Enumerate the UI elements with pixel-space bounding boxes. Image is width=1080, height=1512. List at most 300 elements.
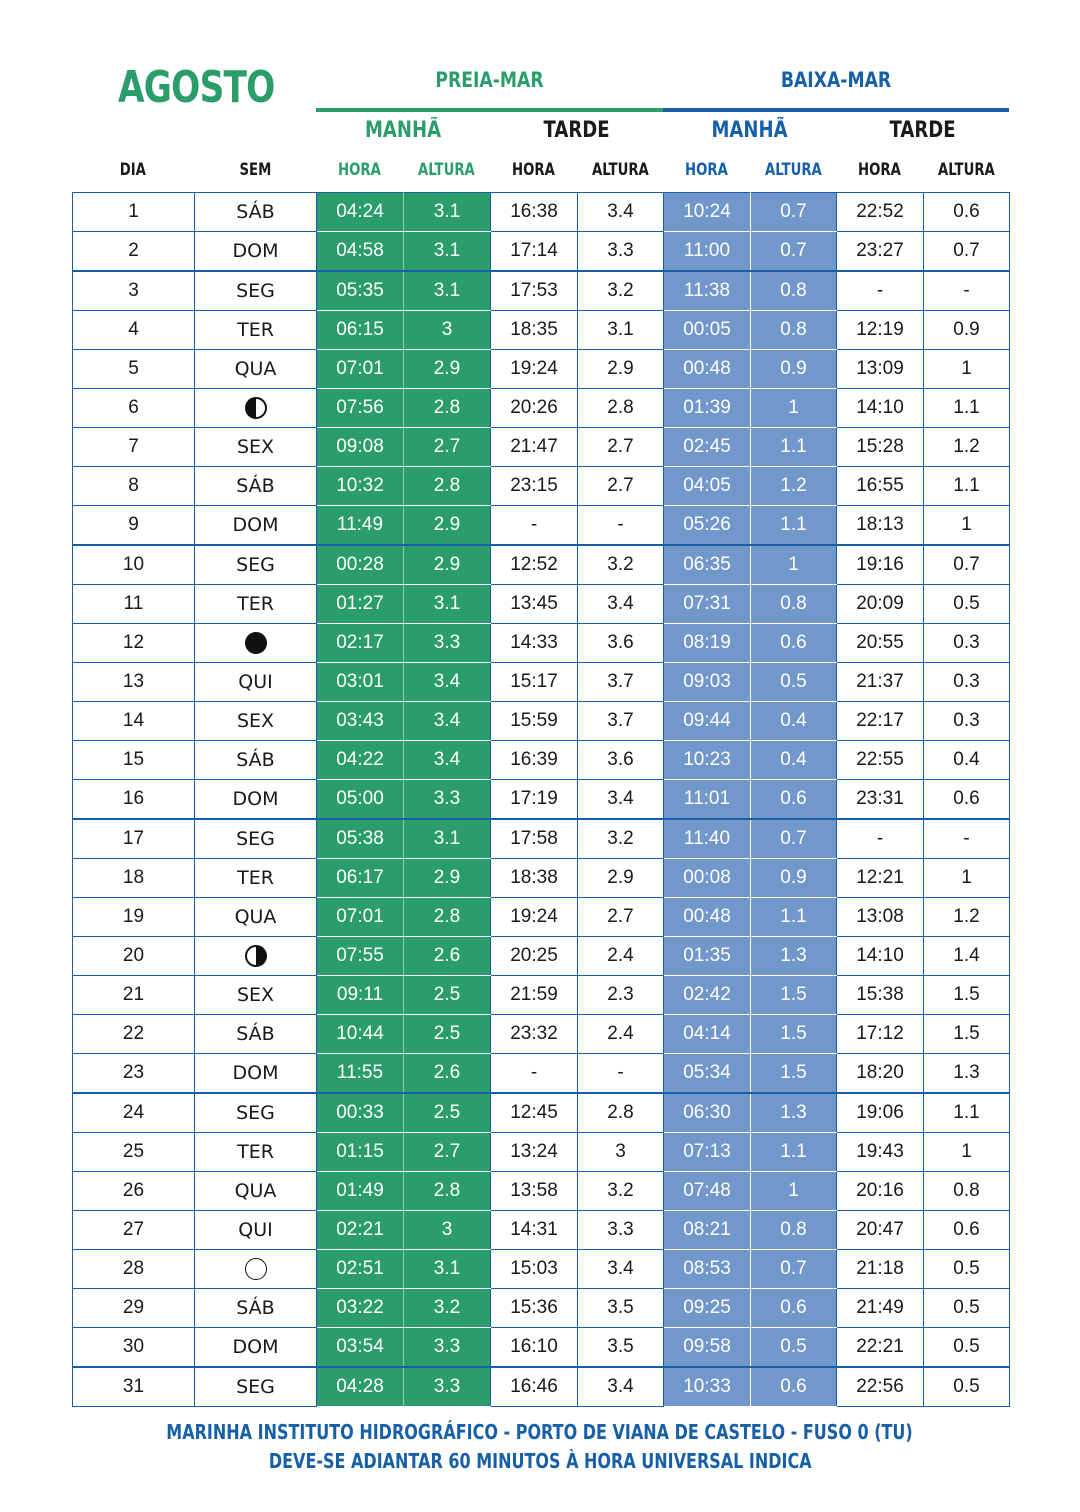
baixa-mar-label: BAIXA-MAR [780, 68, 892, 92]
col-bm-altura: ALTURA [764, 160, 822, 180]
preia-tarde-hora: 15:59 [491, 702, 578, 741]
day-cell: 5 [73, 350, 195, 389]
baixa-manha-altura: 1.1 [751, 428, 837, 467]
baixa-manha-hora: 02:45 [664, 428, 751, 467]
preia-manha-altura: 3 [404, 311, 491, 350]
preia-manha-altura: 2.9 [404, 859, 491, 898]
weekday-cell: SÁB [195, 193, 317, 232]
baixa-manha-hora: 09:03 [664, 663, 751, 702]
baixa-tarde-hora: 18:20 [837, 1054, 924, 1094]
baixa-tarde-hora: 15:38 [837, 976, 924, 1015]
preia-tarde-hora: 15:03 [491, 1250, 578, 1289]
preia-tarde-altura: 3.4 [578, 780, 664, 820]
preia-manha-altura: 2.8 [404, 1172, 491, 1211]
baixa-tarde-altura: 1 [924, 859, 1010, 898]
day-cell: 19 [73, 898, 195, 937]
preia-tarde-hora: 16:39 [491, 741, 578, 780]
table-row [73, 271, 1010, 311]
preia-tarde-altura: 3.5 [578, 1328, 664, 1368]
preia-tarde-altura: 3.5 [578, 1289, 664, 1328]
day-cell: 2 [73, 232, 195, 272]
baixa-tarde-altura: 1.4 [924, 937, 1010, 976]
baixa-manha-altura: 0.8 [751, 1211, 837, 1250]
baixa-manha-altura: 0.7 [751, 819, 837, 859]
preia-tarde-altura: 3.3 [578, 1211, 664, 1250]
preia-manha-altura: 2.9 [404, 506, 491, 546]
baixa-tarde-hora: 19:06 [837, 1093, 924, 1133]
table-row [73, 859, 1010, 898]
preia-tarde-altura: 2.8 [578, 389, 664, 428]
preia-manha-altura: 3.2 [404, 1289, 491, 1328]
baixa-tarde-altura: 0.6 [924, 1211, 1010, 1250]
preia-tarde-altura: 2.3 [578, 976, 664, 1015]
baixa-tarde-altura: 1.2 [924, 898, 1010, 937]
table-row [73, 898, 1010, 937]
baixa-manha-altura: 0.8 [751, 311, 837, 350]
baixa-tarde-altura: 0.5 [924, 1289, 1010, 1328]
baixa-manha-hora: 04:14 [664, 1015, 751, 1054]
day-cell: 15 [73, 741, 195, 780]
weekday-cell: SEG [195, 1367, 317, 1407]
tide-table [72, 192, 1010, 1407]
table-row [73, 585, 1010, 624]
baixa-manha-hora: 11:01 [664, 780, 751, 820]
table-row [73, 976, 1010, 1015]
baixa-manha-header: MANHÃ [711, 118, 788, 143]
preia-tarde-altura: 2.4 [578, 1015, 664, 1054]
day-cell: 30 [73, 1328, 195, 1368]
baixa-manha-hora: 08:53 [664, 1250, 751, 1289]
baixa-tarde-hora: 23:27 [837, 232, 924, 272]
preia-manha-hora: 02:51 [317, 1250, 404, 1289]
baixa-manha-hora: 05:34 [664, 1054, 751, 1094]
baixa-manha-hora: 01:35 [664, 937, 751, 976]
baixa-manha-hora: 00:48 [664, 898, 751, 937]
preia-tarde-hora: 15:17 [491, 663, 578, 702]
baixa-tarde-hora: 22:55 [837, 741, 924, 780]
preia-manha-hora: 09:08 [317, 428, 404, 467]
baixa-manha-hora: 00:48 [664, 350, 751, 389]
weekday-cell [195, 937, 317, 976]
table-row [73, 780, 1010, 820]
preia-manha-altura: 2.9 [404, 545, 491, 585]
baixa-manha-altura: 1.2 [751, 467, 837, 506]
baixa-tarde-hora: 13:09 [837, 350, 924, 389]
preia-tarde-altura: 3.6 [578, 741, 664, 780]
weekday-cell: SEX [195, 428, 317, 467]
footer-source: MARINHA INSTITUTO HIDROGRÁFICO - PORTO DE VIANA DE CASTELO - FUSO 0 (TU) [166, 1420, 914, 1444]
weekday-cell: SÁB [195, 741, 317, 780]
preia-manha-altura: 3.1 [404, 1250, 491, 1289]
baixa-tarde-hora: 23:31 [837, 780, 924, 820]
preia-manha-hora: 04:24 [317, 193, 404, 232]
preia-mar-header [316, 68, 663, 112]
column-headers [72, 160, 1009, 190]
preia-tarde-altura: 3.3 [578, 232, 664, 272]
preia-manha-hora: 01:49 [317, 1172, 404, 1211]
weekday-cell: SEG [195, 545, 317, 585]
baixa-tarde-altura: 0.5 [924, 1250, 1010, 1289]
baixa-manha-altura: 1.5 [751, 976, 837, 1015]
preia-tarde-hora: 15:36 [491, 1289, 578, 1328]
baixa-tarde-hora: 18:13 [837, 506, 924, 546]
day-cell: 27 [73, 1211, 195, 1250]
baixa-tarde-hora: 21:18 [837, 1250, 924, 1289]
table-row [73, 232, 1010, 272]
baixa-tarde-hora: 16:55 [837, 467, 924, 506]
day-cell: 12 [73, 624, 195, 663]
day-cell: 1 [73, 193, 195, 232]
baixa-manha-altura: 0.8 [751, 585, 837, 624]
table-row [73, 741, 1010, 780]
preia-tarde-hora: 16:46 [491, 1367, 578, 1407]
baixa-manha-hora: 07:13 [664, 1133, 751, 1172]
preia-tarde-hora: - [491, 506, 578, 546]
day-cell: 6 [73, 389, 195, 428]
preia-manha-altura: 3 [404, 1211, 491, 1250]
weekday-cell: TER [195, 859, 317, 898]
baixa-manha-hora: 08:19 [664, 624, 751, 663]
preia-manha-hora: 03:01 [317, 663, 404, 702]
preia-manha-hora: 01:27 [317, 585, 404, 624]
table-row [73, 545, 1010, 585]
baixa-manha-hora: 02:42 [664, 976, 751, 1015]
baixa-manha-altura: 1 [751, 389, 837, 428]
weekday-cell: DOM [195, 232, 317, 272]
preia-mar-label: PREIA-MAR [435, 68, 544, 92]
moon-phase-wane-icon [245, 397, 267, 419]
baixa-manha-hora: 06:35 [664, 545, 751, 585]
table-row [73, 1328, 1010, 1368]
baixa-manha-hora: 10:33 [664, 1367, 751, 1407]
preia-tarde-altura: 3.4 [578, 1250, 664, 1289]
baixa-tarde-hora: 12:21 [837, 859, 924, 898]
preia-tarde-hora: 19:24 [491, 350, 578, 389]
preia-tarde-hora: 14:33 [491, 624, 578, 663]
baixa-manha-altura: 1.1 [751, 1133, 837, 1172]
preia-tarde-altura: 2.7 [578, 898, 664, 937]
weekday-cell: SEG [195, 1093, 317, 1133]
baixa-tarde-altura: 1 [924, 1133, 1010, 1172]
table-row [73, 819, 1010, 859]
preia-tarde-hora: 17:53 [491, 271, 578, 311]
baixa-tarde-altura: 0.7 [924, 232, 1010, 272]
baixa-tarde-hora: 14:10 [837, 937, 924, 976]
baixa-mar-header [663, 68, 1009, 112]
preia-tarde-hora: 13:45 [491, 585, 578, 624]
weekday-cell: DOM [195, 1328, 317, 1368]
weekday-cell: DOM [195, 780, 317, 820]
baixa-manha-altura: 0.7 [751, 193, 837, 232]
preia-tarde-hora: 16:10 [491, 1328, 578, 1368]
baixa-tarde-altura: 0.3 [924, 663, 1010, 702]
preia-manha-hora: 05:35 [317, 271, 404, 311]
preia-manha-hora: 07:01 [317, 898, 404, 937]
baixa-manha-altura: 0.6 [751, 780, 837, 820]
preia-tarde-altura: 2.4 [578, 937, 664, 976]
baixa-tarde-hora: 20:09 [837, 585, 924, 624]
day-cell: 28 [73, 1250, 195, 1289]
day-cell: 31 [73, 1367, 195, 1407]
preia-tarde-altura: 3.2 [578, 819, 664, 859]
preia-tarde-altura: 3.1 [578, 311, 664, 350]
baixa-manha-hora: 04:05 [664, 467, 751, 506]
preia-manha-altura: 2.8 [404, 898, 491, 937]
baixa-tarde-altura: 1.5 [924, 976, 1010, 1015]
weekday-cell: TER [195, 585, 317, 624]
preia-manha-hora: 04:58 [317, 232, 404, 272]
baixa-manha-altura: 0.6 [751, 1367, 837, 1407]
day-cell: 23 [73, 1054, 195, 1094]
baixa-tarde-hora: 22:52 [837, 193, 924, 232]
baixa-manha-altura: 0.7 [751, 1250, 837, 1289]
baixa-tarde-altura: 1.1 [924, 389, 1010, 428]
baixa-manha-altura: 0.7 [751, 232, 837, 272]
day-cell: 13 [73, 663, 195, 702]
day-cell: 8 [73, 467, 195, 506]
preia-tarde-header: TARDE [543, 118, 610, 143]
baixa-manha-altura: 0.8 [751, 271, 837, 311]
preia-tarde-hora: 13:58 [491, 1172, 578, 1211]
weekday-cell: QUA [195, 350, 317, 389]
preia-tarde-altura: 3.7 [578, 663, 664, 702]
baixa-tarde-hora: 20:47 [837, 1211, 924, 1250]
table-row [73, 937, 1010, 976]
baixa-tarde-hora: 14:10 [837, 389, 924, 428]
preia-manha-altura: 3.3 [404, 1367, 491, 1407]
weekday-cell [195, 624, 317, 663]
col-pm-altura: ALTURA [418, 160, 475, 180]
preia-manha-altura: 3.1 [404, 585, 491, 624]
weekday-cell: SEX [195, 702, 317, 741]
day-cell: 29 [73, 1289, 195, 1328]
preia-manha-hora: 05:38 [317, 819, 404, 859]
table-row [73, 506, 1010, 546]
preia-manha-altura: 3.4 [404, 702, 491, 741]
preia-manha-altura: 3.1 [404, 232, 491, 272]
preia-manha-hora: 00:28 [317, 545, 404, 585]
preia-manha-altura: 3.3 [404, 624, 491, 663]
weekday-cell: DOM [195, 1054, 317, 1094]
preia-tarde-altura: 3.4 [578, 585, 664, 624]
weekday-cell [195, 1250, 317, 1289]
preia-manha-hora: 06:17 [317, 859, 404, 898]
baixa-manha-hora: 07:31 [664, 585, 751, 624]
preia-tarde-hora: 20:25 [491, 937, 578, 976]
preia-manha-altura: 2.5 [404, 976, 491, 1015]
table-row [73, 428, 1010, 467]
day-cell: 20 [73, 937, 195, 976]
table-row [73, 1054, 1010, 1094]
baixa-tarde-hora: 21:49 [837, 1289, 924, 1328]
preia-manha-altura: 3.3 [404, 780, 491, 820]
baixa-manha-altura: 1.3 [751, 1093, 837, 1133]
table-row [73, 1211, 1010, 1250]
baixa-manha-hora: 00:08 [664, 859, 751, 898]
day-cell: 18 [73, 859, 195, 898]
preia-manha-hora: 09:11 [317, 976, 404, 1015]
baixa-manha-altura: 1 [751, 1172, 837, 1211]
table-row [73, 1093, 1010, 1133]
baixa-tarde-hora: 13:08 [837, 898, 924, 937]
preia-manha-header: MANHÃ [364, 118, 442, 143]
baixa-manha-altura: 0.5 [751, 663, 837, 702]
baixa-manha-hora: 06:30 [664, 1093, 751, 1133]
col-bm-hora: HORA [685, 160, 728, 180]
weekday-cell: SÁB [195, 467, 317, 506]
day-cell: 26 [73, 1172, 195, 1211]
baixa-manha-hora: 09:58 [664, 1328, 751, 1368]
preia-manha-hora: 10:32 [317, 467, 404, 506]
baixa-manha-hora: 09:44 [664, 702, 751, 741]
baixa-manha-hora: 08:21 [664, 1211, 751, 1250]
baixa-manha-altura: 0.4 [751, 741, 837, 780]
preia-manha-hora: 03:54 [317, 1328, 404, 1368]
baixa-manha-hora: 09:25 [664, 1289, 751, 1328]
day-cell: 7 [73, 428, 195, 467]
preia-manha-hora: 06:15 [317, 311, 404, 350]
baixa-manha-hora: 00:05 [664, 311, 751, 350]
preia-manha-altura: 2.8 [404, 389, 491, 428]
preia-manha-altura: 2.9 [404, 350, 491, 389]
preia-tarde-hora: 13:24 [491, 1133, 578, 1172]
preia-manha-hora: 07:01 [317, 350, 404, 389]
day-cell: 11 [73, 585, 195, 624]
weekday-cell: TER [195, 1133, 317, 1172]
table-row [73, 1367, 1010, 1407]
baixa-tarde-altura: 0.3 [924, 624, 1010, 663]
footer-note: DEVE-SE ADIANTAR 60 MINUTOS À HORA UNIVERSAL INDICA [268, 1449, 812, 1473]
baixa-tarde-altura: 0.6 [924, 193, 1010, 232]
preia-mar-underline [316, 108, 663, 112]
day-cell: 25 [73, 1133, 195, 1172]
baixa-manha-hora: 05:26 [664, 506, 751, 546]
baixa-manha-altura: 0.4 [751, 702, 837, 741]
baixa-tarde-altura: 0.9 [924, 311, 1010, 350]
baixa-tarde-altura: 0.3 [924, 702, 1010, 741]
preia-tarde-hora: - [491, 1054, 578, 1094]
col-sem: SEM [239, 160, 271, 180]
baixa-tarde-altura: 0.5 [924, 1367, 1010, 1407]
moon-phase-wax-icon [245, 945, 267, 967]
baixa-tarde-hora: 19:43 [837, 1133, 924, 1172]
col-dia: DIA [119, 160, 147, 180]
baixa-tarde-altura: 1.1 [924, 467, 1010, 506]
weekday-cell: QUA [195, 898, 317, 937]
preia-tarde-altura: 3.2 [578, 1172, 664, 1211]
baixa-manha-hora: 11:40 [664, 819, 751, 859]
preia-tarde-altura: - [578, 506, 664, 546]
baixa-manha-hora: 07:48 [664, 1172, 751, 1211]
preia-tarde-altura: 3 [578, 1133, 664, 1172]
baixa-manha-altura: 1.3 [751, 937, 837, 976]
preia-tarde-altura: 3.2 [578, 271, 664, 311]
day-cell: 21 [73, 976, 195, 1015]
baixa-tarde-hora: 22:56 [837, 1367, 924, 1407]
baixa-manha-hora: 11:00 [664, 232, 751, 272]
baixa-tarde-altura: 1.3 [924, 1054, 1010, 1094]
day-cell: 17 [73, 819, 195, 859]
preia-tarde-hora: 20:26 [491, 389, 578, 428]
weekday-cell: TER [195, 311, 317, 350]
table-row [73, 624, 1010, 663]
day-cell: 4 [73, 311, 195, 350]
preia-manha-hora: 00:33 [317, 1093, 404, 1133]
baixa-manha-altura: 1.1 [751, 506, 837, 546]
day-cell: 14 [73, 702, 195, 741]
preia-tarde-hora: 18:35 [491, 311, 578, 350]
preia-manha-altura: 2.6 [404, 1054, 491, 1094]
baixa-tarde-hora: - [837, 271, 924, 311]
table-row [73, 389, 1010, 428]
preia-tarde-hora: 23:15 [491, 467, 578, 506]
table-row [73, 193, 1010, 232]
baixa-tarde-altura: 1.5 [924, 1015, 1010, 1054]
weekday-cell: DOM [195, 506, 317, 546]
baixa-tarde-hora: 17:12 [837, 1015, 924, 1054]
day-cell: 3 [73, 271, 195, 311]
col-pm-hora: HORA [338, 160, 381, 180]
moon-phase-new-icon [245, 632, 267, 654]
preia-tarde-altura: 3.4 [578, 1367, 664, 1407]
preia-tarde-hora: 21:59 [491, 976, 578, 1015]
preia-manha-altura: 3.1 [404, 271, 491, 311]
day-cell: 10 [73, 545, 195, 585]
preia-manha-hora: 11:55 [317, 1054, 404, 1094]
baixa-manha-altura: 0.9 [751, 350, 837, 389]
weekday-cell [195, 389, 317, 428]
table-row [73, 663, 1010, 702]
baixa-mar-underline [663, 108, 1009, 112]
preia-manha-altura: 2.7 [404, 428, 491, 467]
col-pt-altura: ALTURA [591, 160, 649, 180]
preia-tarde-hora: 17:14 [491, 232, 578, 272]
day-cell: 22 [73, 1015, 195, 1054]
baixa-tarde-altura: 1.1 [924, 1093, 1010, 1133]
month-title: AGOSTO [118, 62, 275, 113]
weekday-cell: QUA [195, 1172, 317, 1211]
baixa-manha-altura: 1.5 [751, 1054, 837, 1094]
preia-manha-altura: 2.7 [404, 1133, 491, 1172]
preia-manha-hora: 05:00 [317, 780, 404, 820]
baixa-tarde-hora: 20:55 [837, 624, 924, 663]
baixa-tarde-hora: 12:19 [837, 311, 924, 350]
preia-tarde-altura: - [578, 1054, 664, 1094]
weekday-cell: QUI [195, 1211, 317, 1250]
baixa-tarde-hora: 22:21 [837, 1328, 924, 1368]
baixa-tarde-altura: 0.8 [924, 1172, 1010, 1211]
weekday-cell: SEG [195, 271, 317, 311]
table-row [73, 702, 1010, 741]
preia-tarde-altura: 3.2 [578, 545, 664, 585]
baixa-tarde-altura: - [924, 271, 1010, 311]
baixa-tarde-header: TARDE [889, 118, 956, 143]
day-cell: 9 [73, 506, 195, 546]
weekday-cell: QUI [195, 663, 317, 702]
baixa-manha-altura: 0.5 [751, 1328, 837, 1368]
preia-tarde-altura: 2.9 [578, 859, 664, 898]
baixa-tarde-hora: 15:28 [837, 428, 924, 467]
moon-phase-full-icon [245, 1258, 267, 1280]
preia-manha-hora: 07:56 [317, 389, 404, 428]
table-row [73, 467, 1010, 506]
baixa-tarde-altura: - [924, 819, 1010, 859]
preia-tarde-altura: 3.6 [578, 624, 664, 663]
preia-manha-hora: 10:44 [317, 1015, 404, 1054]
baixa-manha-altura: 1.1 [751, 898, 837, 937]
weekday-cell: SÁB [195, 1289, 317, 1328]
baixa-tarde-altura: 0.7 [924, 545, 1010, 585]
